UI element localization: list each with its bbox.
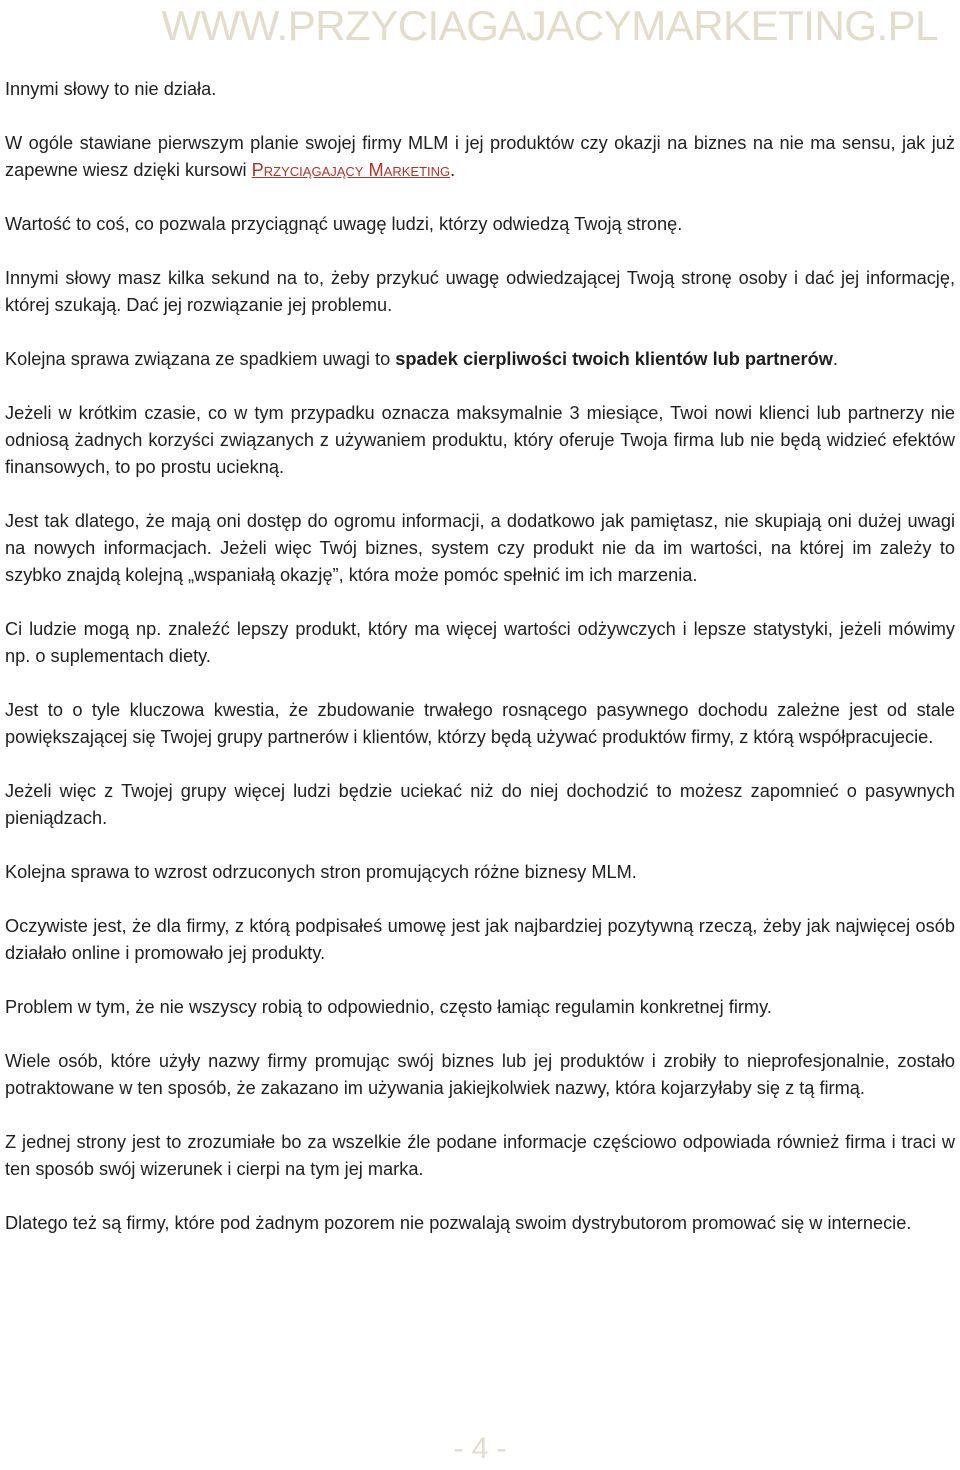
paragraph-16: Dlatego też są firmy, które pod żadnym pozorem nie pozwalają swoim dystrybutorom promować się w internecie. (5, 1213, 912, 1233)
paragraph-13: Problem w tym, że nie wszyscy robią to odpowiednio, często łamiąc regulamin konkretnej firmy. (5, 997, 772, 1017)
emphasized-phrase: spadek cierpliwości twoich klientów lub partnerów (395, 349, 833, 369)
paragraph-10: Jeżeli więc z Twojej grupy więcej ludzi będzie uciekać niż do niej dochodzić to możesz zapomnieć o pasywnych pieniądzach. (5, 781, 955, 828)
course-link[interactable]: Przyciągający Marketing (251, 160, 451, 180)
paragraph-7: Jest tak dlatego, że mają oni dostęp do ogromu informacji, a dodatkowo jak pamiętasz, nie skupiają oni dużej uwagi na nowych informacjach. Jeżeli więc Twój biznes, system czy produkt nie da im wartości, na której im zależy to szybko znajdą kolejną „wspaniałą okazję”, która może pomóc spełnić im ich marzenia. (5, 511, 955, 585)
paragraph-8: Ci ludzie mogą np. znaleźć lepszy produkt, który ma więcej wartości odżywczych i lepsze statystyki, jeżeli mówimy np. o suplementach diety. (5, 619, 955, 666)
paragraph-14: Wiele osób, które użyły nazwy firmy promując swój biznes lub jej produktów i zrobiły to nieprofesjonalnie, zostało potraktowane w ten sposób, że zakazano im używania jakiejkolwiek nazwy, która kojarzyłaby się z tą firmą. (5, 1051, 955, 1098)
paragraph-2-text: W ogóle stawiane pierwszym planie swojej firmy MLM i jej produktów czy okazji na biznes na nie ma sensu, jak już zapewne wiesz dzięki kursowi (5, 133, 955, 180)
paragraph-15: Z jednej strony jest to zrozumiałe bo za wszelkie źle podane informacje częściowo odpowiada również firma i traci w ten sposób swój wizerunek i cierpi na tym jej marka. (5, 1132, 955, 1179)
paragraph-11: Kolejna sprawa to wzrost odrzuconych stron promujących różne biznesy MLM. (5, 862, 637, 882)
paragraph-5-end: . (832, 349, 838, 369)
paragraph-1: Innymi słowy to nie działa. (5, 79, 217, 99)
paragraph-6: Jeżeli w krótkim czasie, co w tym przypadku oznacza maksymalnie 3 miesiące, Twoi nowi klienci lub partnerzy nie odniosą żadnych korzyści związanych z używaniem produktu, który oferuje Twoja firma lub nie będą widzieć efektów finansowych, to po prostu uciekną. (5, 403, 955, 477)
paragraph-3: Wartość to coś, co pozwala przyciągnąć uwagę ludzi, którzy odwiedzą Twoją stronę. (5, 214, 683, 234)
document-body (5, 76, 955, 1264)
paragraph-2-end: . (450, 160, 456, 180)
page-number: - 4 - (453, 1432, 507, 1465)
paragraph-9: Jest to o tyle kluczowa kwestia, że zbudowanie trwałego rosnącego pasywnego dochodu zależne jest od stale powiększającej się Twojej grupy partnerów i klientów, którzy będą używać produktów firmy, z którą współpracujecie. (5, 700, 955, 747)
paragraph-5-text: Kolejna sprawa związana ze spadkiem uwagi to (5, 349, 396, 369)
site-url-header: WWW.PRZYCIAGAJACYMARKETING.PL (161, 2, 938, 49)
paragraph-12: Oczywiste jest, że dla firmy, z którą podpisałeś umowę jest jak najbardziej pozytywną rzeczą, żeby jak najwięcej osób działało online i promowało jej produkty. (5, 916, 955, 963)
paragraph-2 (5, 130, 955, 184)
paragraph-5 (5, 346, 955, 373)
paragraph-4: Innymi słowy masz kilka sekund na to, żeby przykuć uwagę odwiedzającej Twoją stronę osoby i dać jej informację, której szukają. Dać jej rozwiązanie jej problemu. (5, 268, 955, 315)
